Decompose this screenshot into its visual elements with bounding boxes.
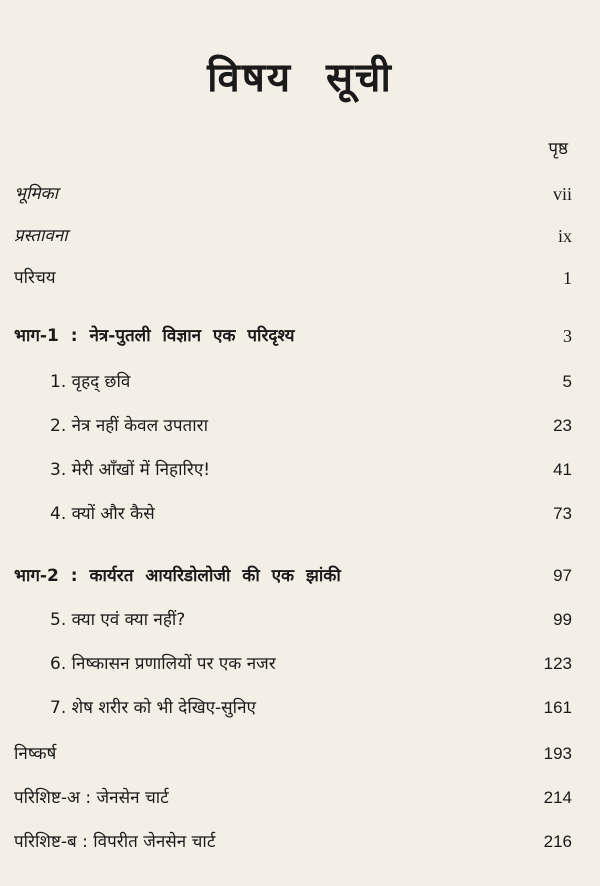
toc-entry-label: परिशिष्ट-अ : जेनसेन चार्ट xyxy=(14,788,169,808)
toc-entry-label: परिशिष्ट-ब : विपरीत जेनसेन चार्ट xyxy=(14,832,216,852)
toc-entry-label: 2. नेत्र नहीं केवल उपतारा xyxy=(50,416,208,436)
toc-entry-page: 216 xyxy=(543,832,572,851)
toc-entry-label: 5. क्या एवं क्या नहीं? xyxy=(50,610,186,630)
toc-entry-label: 6. निष्कासन प्रणालियों पर एक नजर xyxy=(50,654,276,674)
toc-entry-page: 3 xyxy=(563,326,572,346)
toc-entry-label: 3. मेरी आँखों में निहारिए! xyxy=(50,460,211,480)
toc-entry-page: ix xyxy=(557,226,572,246)
toc-entry-page: 97 xyxy=(553,566,572,585)
toc-chapter-3[interactable] xyxy=(14,456,572,484)
toc-entry-page: 123 xyxy=(543,654,572,673)
toc-chapter-5[interactable] xyxy=(14,606,572,634)
toc-entry-appendix-a[interactable] xyxy=(14,784,572,812)
toc-entry-page: 193 xyxy=(543,744,572,763)
toc-entry-page: vii xyxy=(552,184,572,204)
toc-entry-label: परिचय xyxy=(14,268,56,288)
toc-entry-page: 99 xyxy=(553,610,572,629)
toc-entry-nishkarsh[interactable] xyxy=(14,740,572,768)
toc-entry-label: 1. वृहद् छवि xyxy=(50,372,131,392)
toc-part-label: भाग-2 : कार्यरत आयरिडोलोजी की एक झांकी xyxy=(14,566,341,586)
toc-entry-page: 161 xyxy=(543,698,572,717)
toc-entry-bhumika[interactable] xyxy=(14,180,572,208)
toc-entry-page: 41 xyxy=(553,460,572,479)
toc-entry-label: प्रस्तावना xyxy=(14,226,68,246)
toc-part-label: भाग-1 : नेत्र-पुतली विज्ञान एक परिदृश्य xyxy=(14,326,295,346)
toc-entry-label: भूमिका xyxy=(14,184,58,204)
toc-entry-page: 5 xyxy=(562,372,572,391)
toc-entry-parichay[interactable] xyxy=(14,264,572,292)
page-title: विषय सूची xyxy=(207,55,393,101)
toc-chapter-2[interactable] xyxy=(14,412,572,440)
toc-part-1[interactable] xyxy=(14,322,572,350)
toc-entry-page: 73 xyxy=(553,504,572,523)
toc-part-2[interactable] xyxy=(14,562,572,590)
toc-entry-label: 4. क्यों और कैसे xyxy=(50,504,155,524)
toc-chapter-4[interactable] xyxy=(14,500,572,528)
toc-chapter-6[interactable] xyxy=(14,650,572,678)
toc-entry-page: 23 xyxy=(553,416,572,435)
toc-entry-label: निष्कर्ष xyxy=(14,744,57,764)
toc-entry-prastavana[interactable] xyxy=(14,222,572,250)
toc-entry-page: 1 xyxy=(563,268,572,288)
toc-entry-page: 214 xyxy=(543,788,572,807)
toc-entry-appendix-b[interactable] xyxy=(14,828,572,856)
toc-entry-label: 7. शेष शरीर को भी देखिए-सुनिए xyxy=(50,698,256,718)
page-column-label: पृष्ठ xyxy=(548,139,568,159)
toc-chapter-1[interactable] xyxy=(14,368,572,396)
toc-chapter-7[interactable] xyxy=(14,694,572,722)
